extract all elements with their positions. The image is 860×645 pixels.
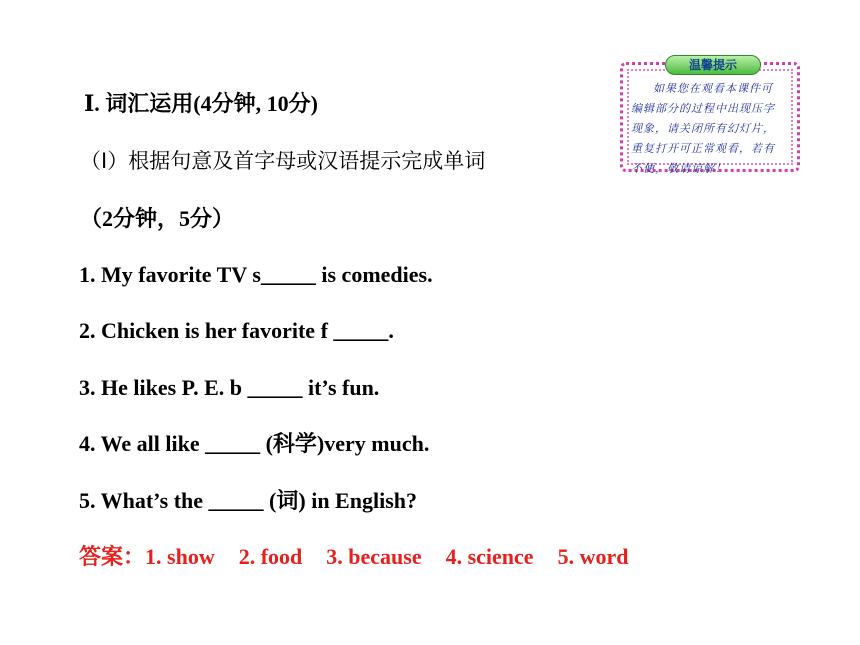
answer-item: 4. science	[445, 544, 534, 569]
question-3: 3. He likes P. E. b _____ it’s fun.	[79, 375, 380, 400]
instruction-line-1: （Ⅰ）根据句意及首字母或汉语提示完成单词	[80, 149, 486, 173]
answer-item: 5. word	[557, 544, 629, 569]
question-1: 1. My favorite TV s_____ is comedies.	[79, 262, 433, 287]
answer-label: 答案：	[79, 544, 146, 569]
notice-line: 不便，敬请谅解！	[631, 162, 727, 175]
notice-box	[620, 58, 800, 175]
instruction-line-2: （2分钟，5分）	[80, 206, 235, 231]
question-4: 4. We all like _____ (科学)very much.	[79, 431, 430, 456]
notice-line: 编辑部分的过程中出现压字	[631, 102, 775, 115]
notice-line: 重复打开可正常观看，若有	[631, 142, 775, 155]
notice-tab: 温馨提示	[665, 55, 761, 75]
notice-line: 如果您在观看本课件可	[653, 82, 773, 95]
section-title: Ⅰ. 词汇运用(4分钟, 10分)	[84, 91, 318, 116]
answer-item: 1. show	[145, 544, 215, 569]
notice-line: 现象，请关闭所有幻灯片，	[631, 122, 775, 135]
answer-line	[79, 546, 628, 568]
question-2: 2. Chicken is her favorite f _____.	[79, 318, 394, 343]
notice-text	[631, 79, 789, 179]
answer-item: 2. food	[238, 544, 303, 569]
question-5: 5. What’s the _____ (词) in English?	[79, 488, 417, 513]
answer-item: 3. because	[326, 544, 422, 569]
